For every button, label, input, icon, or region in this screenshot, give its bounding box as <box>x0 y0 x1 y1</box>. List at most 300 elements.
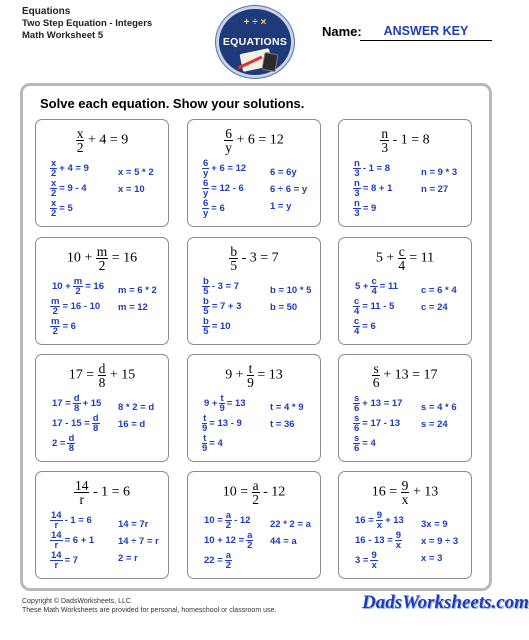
denominator: 3 <box>354 167 360 179</box>
numerator: c <box>354 315 360 327</box>
solution-steps <box>353 510 406 570</box>
solution-steps <box>202 510 253 570</box>
equation-text: + 13 = 17 <box>362 397 403 409</box>
solution-step <box>353 296 400 316</box>
solution-result <box>118 164 154 198</box>
equation-text: + 4 = 9 <box>59 162 89 174</box>
fraction <box>92 414 100 433</box>
denominator: y <box>203 207 209 219</box>
solution-step <box>353 433 404 453</box>
solution-result <box>421 516 458 567</box>
equation-text: 16 = <box>355 514 374 526</box>
equation-text: 9 + <box>225 367 248 383</box>
equation-text: = 13 - 9 <box>209 417 242 429</box>
fraction <box>50 511 63 530</box>
numerator: t <box>248 361 253 376</box>
fraction <box>50 551 63 570</box>
denominator: 2 <box>225 559 232 571</box>
denominator: 3 <box>354 187 360 199</box>
problem-equation <box>36 479 168 506</box>
fraction <box>74 479 90 506</box>
solution-step <box>50 393 103 413</box>
fraction <box>353 297 360 316</box>
numerator: b <box>203 295 209 307</box>
equation-text: = 17 - 13 <box>362 417 401 429</box>
solution-step <box>202 510 253 530</box>
denominator: 5 <box>203 305 209 317</box>
equation-text: 10 = <box>222 484 252 500</box>
solution-step <box>353 178 394 198</box>
numerator: 6 <box>203 197 209 209</box>
numerator: m <box>73 275 83 287</box>
fraction <box>50 317 60 336</box>
equation-text: - 3 = 7 <box>211 280 240 292</box>
instructions: Solve each equation. Show your solutions. <box>40 96 305 111</box>
solution-step <box>50 276 106 296</box>
denominator: y <box>203 167 209 179</box>
equation-text: = 4 <box>209 437 223 449</box>
result-line: n = 27 <box>421 184 449 195</box>
denominator: 2 <box>76 140 84 155</box>
solution-step <box>202 158 248 178</box>
result-line: x = 10 <box>118 184 145 195</box>
copyright-text: Copyright © DadsWorksheets, LLC <box>22 598 131 605</box>
result-line: c = 24 <box>421 302 448 313</box>
fraction <box>229 245 238 272</box>
calculator-icon <box>262 52 279 72</box>
solution-step <box>202 433 248 453</box>
fraction <box>73 394 81 413</box>
result-line: 44 = a <box>270 536 297 547</box>
worksheet-header <box>22 6 152 42</box>
fraction <box>398 245 406 272</box>
problem-cell <box>338 119 472 227</box>
fraction <box>202 434 207 453</box>
solution-step <box>50 550 96 570</box>
result-line: m = 6 * 2 <box>118 285 157 296</box>
result-line: 6 ÷ 6 = y <box>270 184 308 195</box>
numerator: a <box>247 529 253 541</box>
problem-cell <box>187 237 321 345</box>
denominator: 2 <box>225 519 232 531</box>
numerator: a <box>225 509 232 521</box>
problem-cell <box>338 354 472 462</box>
fraction <box>202 159 209 178</box>
solution-result <box>270 164 307 215</box>
fraction <box>202 199 209 218</box>
worksheet-title: Equations <box>22 6 71 17</box>
result-line: 14 ÷ 7 = r <box>118 536 159 547</box>
solution-step <box>202 550 253 570</box>
numerator: n <box>381 126 389 141</box>
solution-steps <box>50 276 106 336</box>
denominator: 8 <box>98 375 106 390</box>
solution-step <box>50 433 103 453</box>
solution-result <box>270 516 311 550</box>
equation-text: = 12 - 6 <box>211 182 244 194</box>
denominator: 4 <box>398 258 406 273</box>
fraction <box>202 317 210 336</box>
fraction <box>353 317 360 336</box>
result-line: 8 * 2 = d <box>118 402 155 413</box>
result-line: b = 50 <box>270 302 298 313</box>
problem-cell <box>338 237 472 345</box>
equation-text: = 9 <box>362 202 377 214</box>
solution-result <box>118 282 157 316</box>
solution-step <box>353 276 400 296</box>
equation-text: + 13 <box>385 514 404 526</box>
solution-step <box>50 198 91 218</box>
fraction <box>380 127 389 154</box>
numerator: 14 <box>51 549 62 561</box>
denominator: 5 <box>203 285 209 297</box>
denominator: 2 <box>51 187 57 199</box>
solution-result <box>421 282 457 316</box>
denominator: 6 <box>354 422 360 434</box>
result-line: t = 36 <box>270 419 295 430</box>
denominator: 4 <box>354 305 360 317</box>
equation-text: 5 + <box>375 250 398 266</box>
fraction <box>96 245 109 272</box>
result-line: n = 9 * 3 <box>421 167 458 178</box>
denominator: x <box>371 559 377 571</box>
result-line: c = 6 * 4 <box>421 285 457 296</box>
equation-text: = 5 <box>59 202 73 214</box>
problem-equation <box>36 245 168 272</box>
fraction <box>224 127 233 154</box>
numerator: b <box>203 315 209 327</box>
solution-step <box>202 178 248 198</box>
numerator: m <box>96 244 108 259</box>
solution-steps <box>202 158 248 218</box>
solution-step <box>353 413 404 433</box>
math-symbols-icon: + ÷ × <box>243 17 267 28</box>
denominator: r <box>54 559 59 571</box>
denominator: 3 <box>381 140 389 155</box>
solution-step <box>202 530 253 550</box>
problem-cell <box>35 237 169 345</box>
equation-text: 10 + <box>66 250 96 266</box>
solution-steps <box>50 158 91 218</box>
equation-text: + 13 <box>409 484 439 500</box>
numerator: 9 <box>401 478 409 493</box>
numerator: t <box>220 392 224 404</box>
equation-text: - 1 = 6 <box>64 514 92 526</box>
denominator: 6 <box>354 442 360 454</box>
denominator: y <box>225 140 232 155</box>
numerator: n <box>354 197 360 209</box>
numerator: d <box>73 392 80 404</box>
fraction <box>202 297 210 316</box>
denominator: 2 <box>75 285 81 297</box>
equation-text: 17 = <box>52 397 71 409</box>
equation-text: = 13 <box>253 367 283 383</box>
numerator: n <box>354 157 360 169</box>
result-line: 6 = 6y <box>270 167 297 178</box>
numerator: 9 <box>371 549 377 561</box>
solution-step <box>353 510 406 530</box>
solution-step <box>353 198 394 218</box>
equation-text: 9 + <box>204 397 218 409</box>
numerator: c <box>354 295 360 307</box>
numerator: 14 <box>51 509 62 521</box>
numerator: d <box>98 361 106 376</box>
result-line: m = 12 <box>118 302 148 313</box>
problem-cell <box>338 471 472 579</box>
result-line: b = 10 * 5 <box>270 285 312 296</box>
denominator: 5 <box>230 258 238 273</box>
solution-step <box>353 530 406 550</box>
fraction <box>202 179 209 198</box>
solution-steps <box>202 393 248 453</box>
fraction <box>50 199 57 218</box>
solution-result <box>118 399 154 433</box>
denominator: r <box>54 539 59 551</box>
denominator: 8 <box>68 442 75 454</box>
numerator: t <box>203 412 207 424</box>
fraction <box>225 511 232 530</box>
fraction <box>202 414 207 433</box>
denominator: 2 <box>52 325 58 337</box>
denominator: 9 <box>219 402 225 414</box>
equation-text: - 1 = 8 <box>362 162 391 174</box>
numerator: x <box>76 126 84 141</box>
numerator: 6 <box>203 177 209 189</box>
denominator: 8 <box>93 422 99 434</box>
problem-cell <box>35 119 169 227</box>
problem-equation <box>188 245 320 272</box>
solution-step <box>353 158 394 178</box>
equation-text: = 6 <box>211 202 225 214</box>
equation-text: + 13 = 17 <box>379 367 438 383</box>
solution-step <box>202 198 248 218</box>
numerator: 9 <box>376 509 383 521</box>
problem-equation <box>339 479 471 506</box>
equation-text: = 6 + 1 <box>64 534 95 546</box>
equation-text: 3 = <box>355 554 369 566</box>
numerator: b <box>230 244 238 259</box>
equation-text: - 1 = 6 <box>89 484 131 500</box>
problem-equation <box>339 127 471 154</box>
denominator: 9 <box>202 442 208 454</box>
fraction <box>353 394 360 413</box>
numerator: c <box>371 275 377 287</box>
denominator: 4 <box>371 285 377 297</box>
denominator: x <box>395 539 402 551</box>
solution-step <box>50 158 91 178</box>
equation-text: 16 - 13 = <box>355 534 393 546</box>
denominator: 9 <box>247 375 254 390</box>
equation-text: - 3 = 7 <box>238 250 279 266</box>
denominator: 6 <box>372 375 380 390</box>
result-line: t = 4 * 9 <box>270 402 304 413</box>
result-line: 14 = 7r <box>118 519 149 530</box>
denominator: 8 <box>74 402 80 414</box>
solution-result <box>270 399 304 433</box>
equations-badge-logo <box>216 6 294 78</box>
equation-text: 17 = <box>68 367 98 383</box>
problem-equation <box>36 127 168 154</box>
fraction <box>353 159 361 178</box>
numerator: 14 <box>74 478 89 493</box>
fraction <box>353 414 360 433</box>
problem-equation <box>188 362 320 389</box>
numerator: x <box>51 197 57 209</box>
solution-step <box>202 393 248 413</box>
numerator: d <box>92 412 99 424</box>
result-line: x = 9 ÷ 3 <box>421 536 459 547</box>
equation-text: - 12 <box>234 514 251 526</box>
problem-cell <box>187 119 321 227</box>
equation-text: = 6 <box>62 320 76 332</box>
numerator: t <box>203 432 207 444</box>
denominator: x <box>401 492 409 507</box>
result-line: x = 5 * 2 <box>118 167 154 178</box>
numerator: n <box>354 177 360 189</box>
denominator: 2 <box>252 492 259 507</box>
numerator: x <box>51 177 57 189</box>
equation-text: 22 = <box>204 554 223 566</box>
equation-text: = 11 <box>379 280 399 292</box>
result-line: s = 24 <box>421 419 448 430</box>
equation-text: = 7 + 3 <box>211 300 242 312</box>
denominator: r <box>79 492 84 507</box>
fraction <box>353 199 361 218</box>
equation-text: - 1 = 8 <box>389 132 430 148</box>
denominator: 9 <box>202 422 208 434</box>
numerator: 6 <box>203 157 209 169</box>
solution-step <box>353 316 400 336</box>
badge-label: EQUATIONS <box>222 36 288 48</box>
problem-equation <box>36 362 168 389</box>
fraction <box>50 297 60 316</box>
numerator: s <box>354 392 360 404</box>
problem-cell <box>187 354 321 462</box>
equation-text: + 15 <box>82 397 102 409</box>
solution-step <box>353 393 404 413</box>
fraction <box>50 179 57 198</box>
equation-text: = 4 <box>362 437 376 449</box>
result-line: s = 4 * 6 <box>421 402 457 413</box>
solution-steps <box>50 393 103 453</box>
denominator: 2 <box>51 167 57 179</box>
numerator: 14 <box>51 529 62 541</box>
problem-cell <box>35 471 169 579</box>
fraction <box>50 159 57 178</box>
numerator: c <box>398 244 405 259</box>
numerator: s <box>373 361 379 376</box>
denominator: 3 <box>354 207 360 219</box>
numerator: m <box>51 315 60 327</box>
equation-text: + 4 = 9 <box>84 132 129 148</box>
denominator: r <box>54 519 59 531</box>
result-line: 22 * 2 = a <box>270 519 311 530</box>
numerator: a <box>225 549 232 561</box>
equation-text: = 8 + 1 <box>362 182 393 194</box>
usage-note: These Math Worksheets are provided for personal, homeschool or classroom use. <box>22 607 277 614</box>
equation-text: + 6 = 12 <box>232 132 284 148</box>
result-line: x = 3 <box>421 553 443 564</box>
equation-text: - 12 <box>259 484 286 500</box>
equation-text: = 6 <box>362 320 376 332</box>
denominator: 4 <box>354 325 360 337</box>
solution-steps <box>353 158 394 218</box>
denominator: x <box>376 519 383 531</box>
fraction <box>73 277 83 296</box>
numerator: 9 <box>395 529 402 541</box>
numerator: x <box>51 157 57 169</box>
numerator: 6 <box>225 126 232 141</box>
solution-step <box>202 276 243 296</box>
fraction <box>370 277 377 296</box>
problem-equation <box>188 127 320 154</box>
result-line: 3x = 9 <box>421 519 448 530</box>
equation-text: = 10 <box>211 320 231 332</box>
footer <box>22 597 276 615</box>
equation-text: = 16 - 10 <box>62 300 101 312</box>
fraction <box>372 362 379 389</box>
denominator: 6 <box>354 402 360 414</box>
equation-text: + 15 <box>106 367 136 383</box>
numerator: m <box>51 295 60 307</box>
solution-step <box>50 413 103 433</box>
equation-text: 2 = <box>52 437 66 449</box>
name-label: Name: <box>322 24 362 39</box>
solution-steps <box>50 510 96 570</box>
equation-text: 17 - 15 = <box>52 417 90 429</box>
numerator: s <box>354 432 360 444</box>
equation-text: = 11 <box>405 250 435 266</box>
equation-text: = 13 <box>226 397 246 409</box>
solution-step <box>50 530 96 550</box>
equation-text: + 6 = 12 <box>211 162 247 174</box>
solution-step <box>353 550 406 570</box>
problem-equation <box>188 479 320 506</box>
result-line: 2 = r <box>118 553 138 564</box>
equation-text: = 11 - 5 <box>362 300 395 312</box>
solution-step <box>50 296 106 316</box>
numerator: b <box>203 275 209 287</box>
problem-cell <box>187 471 321 579</box>
fraction <box>395 531 402 550</box>
denominator: 2 <box>98 258 106 273</box>
solution-result <box>270 282 311 316</box>
fraction <box>353 179 361 198</box>
solution-result <box>421 399 457 433</box>
result-line: 1 = y <box>270 201 292 212</box>
solution-step <box>50 316 106 336</box>
solution-result <box>118 516 159 567</box>
denominator: 2 <box>51 207 57 219</box>
solution-result <box>421 164 457 198</box>
equation-text: = 7 <box>64 554 79 566</box>
fraction <box>50 531 63 550</box>
problem-equation <box>339 245 471 272</box>
solution-steps <box>353 276 400 336</box>
problem-cell <box>35 354 169 462</box>
fraction <box>246 531 253 550</box>
solution-steps <box>353 393 404 453</box>
solution-step <box>202 413 248 433</box>
equation-text: 10 + 12 = <box>204 534 245 546</box>
fraction <box>376 511 383 530</box>
fraction <box>219 394 224 413</box>
equation-text: 16 = <box>371 484 401 500</box>
denominator: 5 <box>203 325 209 337</box>
fraction <box>247 362 254 389</box>
dadsworksheets-logo: DadsWorksheets.com <box>362 592 529 613</box>
solution-step <box>202 316 243 336</box>
